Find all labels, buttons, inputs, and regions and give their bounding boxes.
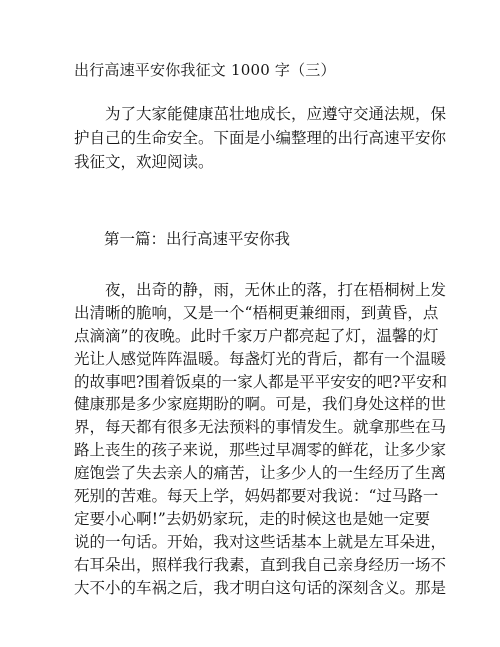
- body-line: 点滴滴”的夜晚。此时千家万户都亮起了灯，温馨的灯: [74, 326, 439, 345]
- intro-line: 我征文，欢迎阅读。: [74, 153, 214, 171]
- document-title: 出行高速平安你我征文 1000 字（三）: [74, 61, 336, 79]
- body-line: 庭饱尝了失去亲人的痛苦，让多少人的一生经历了生离: [74, 464, 447, 483]
- body-line: 右耳朵出，照样我行我素，直到我自己亲身经历一场不: [74, 555, 447, 574]
- body-line: 死别的苦难。每天上学，妈妈都要对我说：“过马路一: [74, 487, 439, 506]
- intro-line: 护自己的生命安全。下面是小编整理的出行高速平安你: [74, 129, 447, 147]
- intro-paragraph: [74, 102, 447, 174]
- intro-line: 为了大家能健康茁壮地成长，应遵守交通法规，保: [105, 105, 447, 123]
- body-line: 光让人感觉阵阵温暖。每盏灯光的背后，都有一个温暖: [74, 349, 447, 368]
- body-line: 定要小心啊!”去奶奶家玩，走的时候这也是她一定要: [74, 509, 430, 528]
- body-line: 夜，出奇的静，雨，无休止的落，打在梧桐树上发: [105, 281, 447, 299]
- body-paragraph: [74, 279, 448, 599]
- body-line: 大不小的车祸之后，我才明白这句话的深刻含义。那是: [74, 578, 447, 597]
- body-line: 的故事吧?围着饭桌的一家人都是平平安安的吧?平安和: [74, 372, 448, 391]
- body-line: 路上丧生的孩子来说，那些过早凋零的鲜花，让多少家: [74, 441, 447, 460]
- body-line: 出清晰的脆响，又是一个“梧桐更兼细雨，到黄昏，点: [74, 303, 439, 322]
- body-line: 健康那是多少家庭期盼的啊。可是，我们身处这样的世: [74, 395, 447, 414]
- section-heading: 第一篇：出行高速平安你我: [104, 230, 291, 248]
- body-line: 说的一句话。开始，我对这些话基本上就是左耳朵进，: [74, 532, 447, 551]
- body-line: 界，每天都有很多无法预料的事情发生。就拿那些在马: [74, 418, 447, 437]
